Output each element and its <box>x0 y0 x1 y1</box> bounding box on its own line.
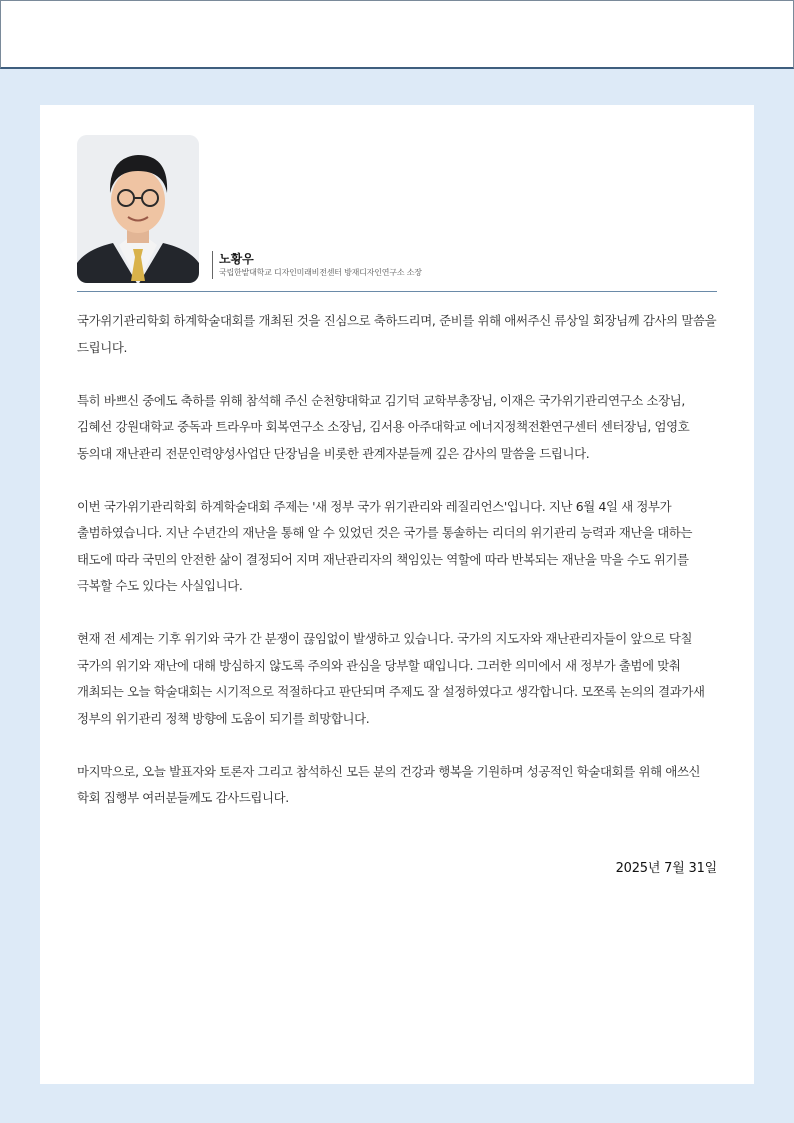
paragraph: 국가위기관리학회 하계학술대회를 개최된 것을 진심으로 축하드리며, 준비를 위해 애써주신 류상일 회장님께 감사의 말씀을 드립니다. <box>77 313 717 355</box>
author-name: 노황우 <box>219 252 254 266</box>
paragraph: 특히 바쁘신 중에도 축하를 위해 참석해 주신 순천향대학교 김기덕 교학부총장님, 이재은 국가위기관리연구소 소장님, 김혜선 강원대학교 중독과 트라우마 회복연구소 소장님, 김서용 아주대학교 에너지정책전환연구센터 센터장님, 엄영호 동의대 재난관리 전문인력양성사업단 단장님을 비롯한 관계자분들께 깊은 감사의 말씀을 드립니다. <box>77 392 690 461</box>
paragraph: 마지막으로, 오늘 발표자와 토론자 그리고 참석하신 모든 분의 건강과 행복을 기원하며 성공적인 학술대회를 위해 애쓰신 학회 집행부 여러분들께도 감사드립니다. <box>77 763 701 805</box>
header-divider <box>77 291 717 292</box>
message-body <box>77 308 717 838</box>
author-photo <box>77 135 199 283</box>
paragraph: 이번 국가위기관리학회 하계학술대회 주제는 '새 정부 국가 위기관리와 레질리언스'입니다. 지난 6월 4일 새 정부가 출범하였습니다. 지난 수년간의 재난을 통해 알 수 있었던 것은 국가를 통솔하는 리더의 위기관리 능력과 재난을 대하는 태도에 따라 국민의 안전한 삶이 결정되어 지며 재난관리자의 책임있는 역할에 따라 반복되는 재난을 막을 수도 위기를 극복할 수도 있다는 사실입니다. <box>77 498 693 593</box>
author-info <box>212 251 422 279</box>
header-band <box>0 0 794 69</box>
author-affiliation: 국립한밭대학교 디자인미래비전센터 방재디자인연구소 소장 <box>219 268 422 277</box>
letter-date: 2025년 7월 31일 <box>615 861 717 876</box>
paragraph: 현재 전 세계는 기후 위기와 국가 간 분쟁이 끊임없이 발생하고 있습니다. 국가의 지도자와 재난관리자들이 앞으로 닥칠 국가의 위기와 재난에 대해 방심하지 않도록 주의와 관심을 당부할 때입니다. 그러한 의미에서 새 정부가 출범에 맞춰 개최되는 오늘 학술대회는 시기적으로 적절하다고 판단되며 주제도 잘 설정하였다고 생각합니다. 모쪼록 논의의 결과가새 정부의 위기관리 정책 방향에 도움이 되기를 희망합니다. <box>77 631 705 726</box>
greeting-card <box>40 105 754 1084</box>
